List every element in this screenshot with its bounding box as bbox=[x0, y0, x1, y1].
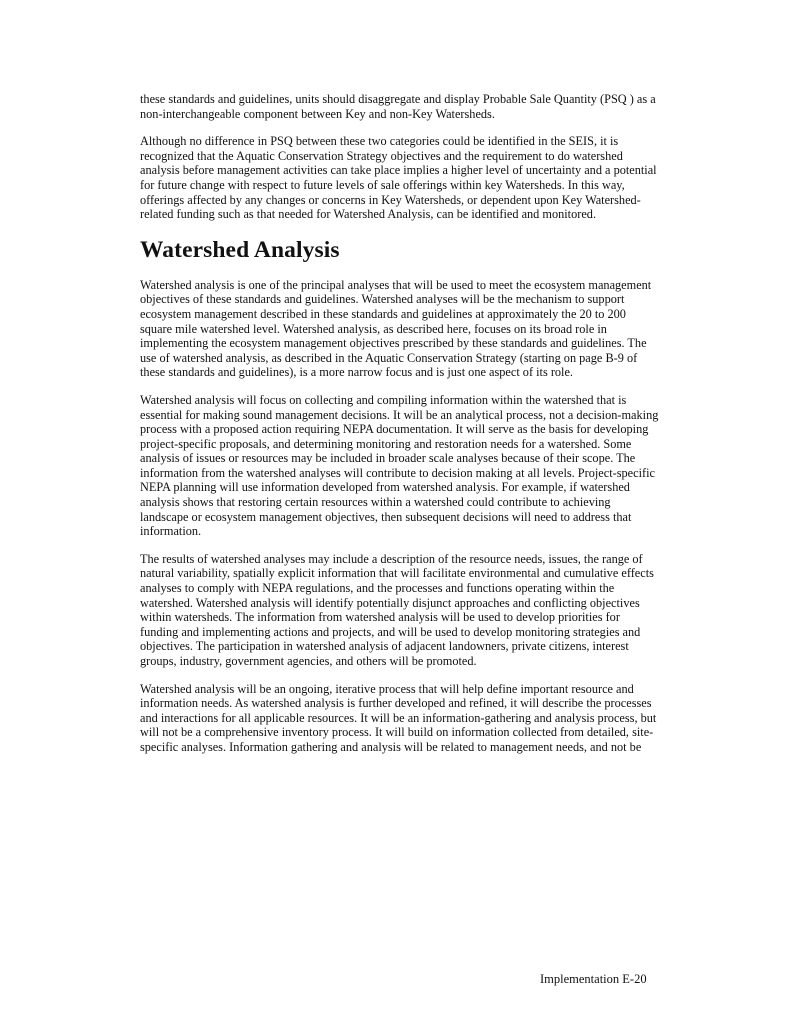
section-paragraph-2: Watershed analysis will focus on collecting and compiling information within the watershed that is essential for making sound management decisions. It will be an analytical process, not a decision-making process with a proposed action requiring NEPA documentation. It will serve as the basis for developing project-specific proposals, and determining monitoring and restoration needs for a watershed. Some analysis of issues or resources may be included in broader scale analyses because of their scope. The information from the watershed analyses will contribute to decision making at all levels. Project-specific NEPA planning will use information developed from watershed analysis. For example, if watershed analysis shows that restoring certain resources within a watershed could contribute to achieving landscape or ecosystem management objectives, then subsequent decisions will need to address that information. bbox=[140, 392, 659, 539]
section-paragraph-1: Watershed analysis is one of the principal analyses that will be used to meet the ecosystem management objectives of these standards and guidelines. Watershed analyses will be the mechanism to support ecosystem management described in these standards and guidelines at approximately the 20 to 200 square mile watershed level. Watershed analysis, as described here, focuses on its broad role in implementing the ecosystem management objectives prescribed by these standards and guidelines. The use of watershed analysis, as described in the Aquatic Conservation Strategy (starting on page B-9 of these standards and guidelines), is a more narrow focus and is just one aspect of its role. bbox=[140, 277, 652, 380]
page-footer: Implementation E-20 bbox=[540, 972, 647, 986]
section-paragraph-3: The results of watershed analyses may include a description of the resource needs, issues, the range of natural variability, spatially explicit information that will facilitate environmental and cumulative effects analyses to comply with NEPA regulations, and the processes and functions operating within the watershed. Watershed analysis will identify potentially disjunct approaches and conflicting objectives within watersheds. The information from watershed analysis will be used to develop priorities for funding and implementing actions and projects, and will be used to develop monitoring strategies and objectives. The participation in watershed analysis of adjacent landowners, private citizens, interest groups, industry, government agencies, and others will be promoted. bbox=[140, 551, 654, 668]
intro-paragraph-2: Although no difference in PSQ between these two categories could be identified in the SEIS, it is recognized that the Aquatic Conservation Strategy objectives and the requirement to do watershed analysis before management activities can take place implies a higher level of uncertainty and a potential for future change with respect to future levels of sale offerings within key Watersheds. In this way, offerings affected by any changes or concerns in Key Watersheds, or dependent upon Key Watershed-related funding such as that needed for Watershed Analysis, can be identified and monitored. bbox=[140, 134, 657, 222]
section-paragraph-4: Watershed analysis will be an ongoing, iterative process that will help define important resource and information needs. As watershed analysis is further developed and refined, it will describe the processes and interactions for all applicable resources. It will be an information-gathering and analysis process, but will not be a comprehensive inventory process. It will build on information collected from detailed, site-specific analyses. Information gathering and analysis will be related to management needs, and not be bbox=[140, 681, 657, 754]
section-heading: Watershed Analysis bbox=[140, 236, 340, 263]
intro-paragraph-1: these standards and guidelines, units should disaggregate and display Probable Sale Quantity (PSQ ) as a non-interchangeable component between Key and non-Key Watersheds. bbox=[140, 92, 656, 121]
page-body bbox=[140, 92, 660, 768]
